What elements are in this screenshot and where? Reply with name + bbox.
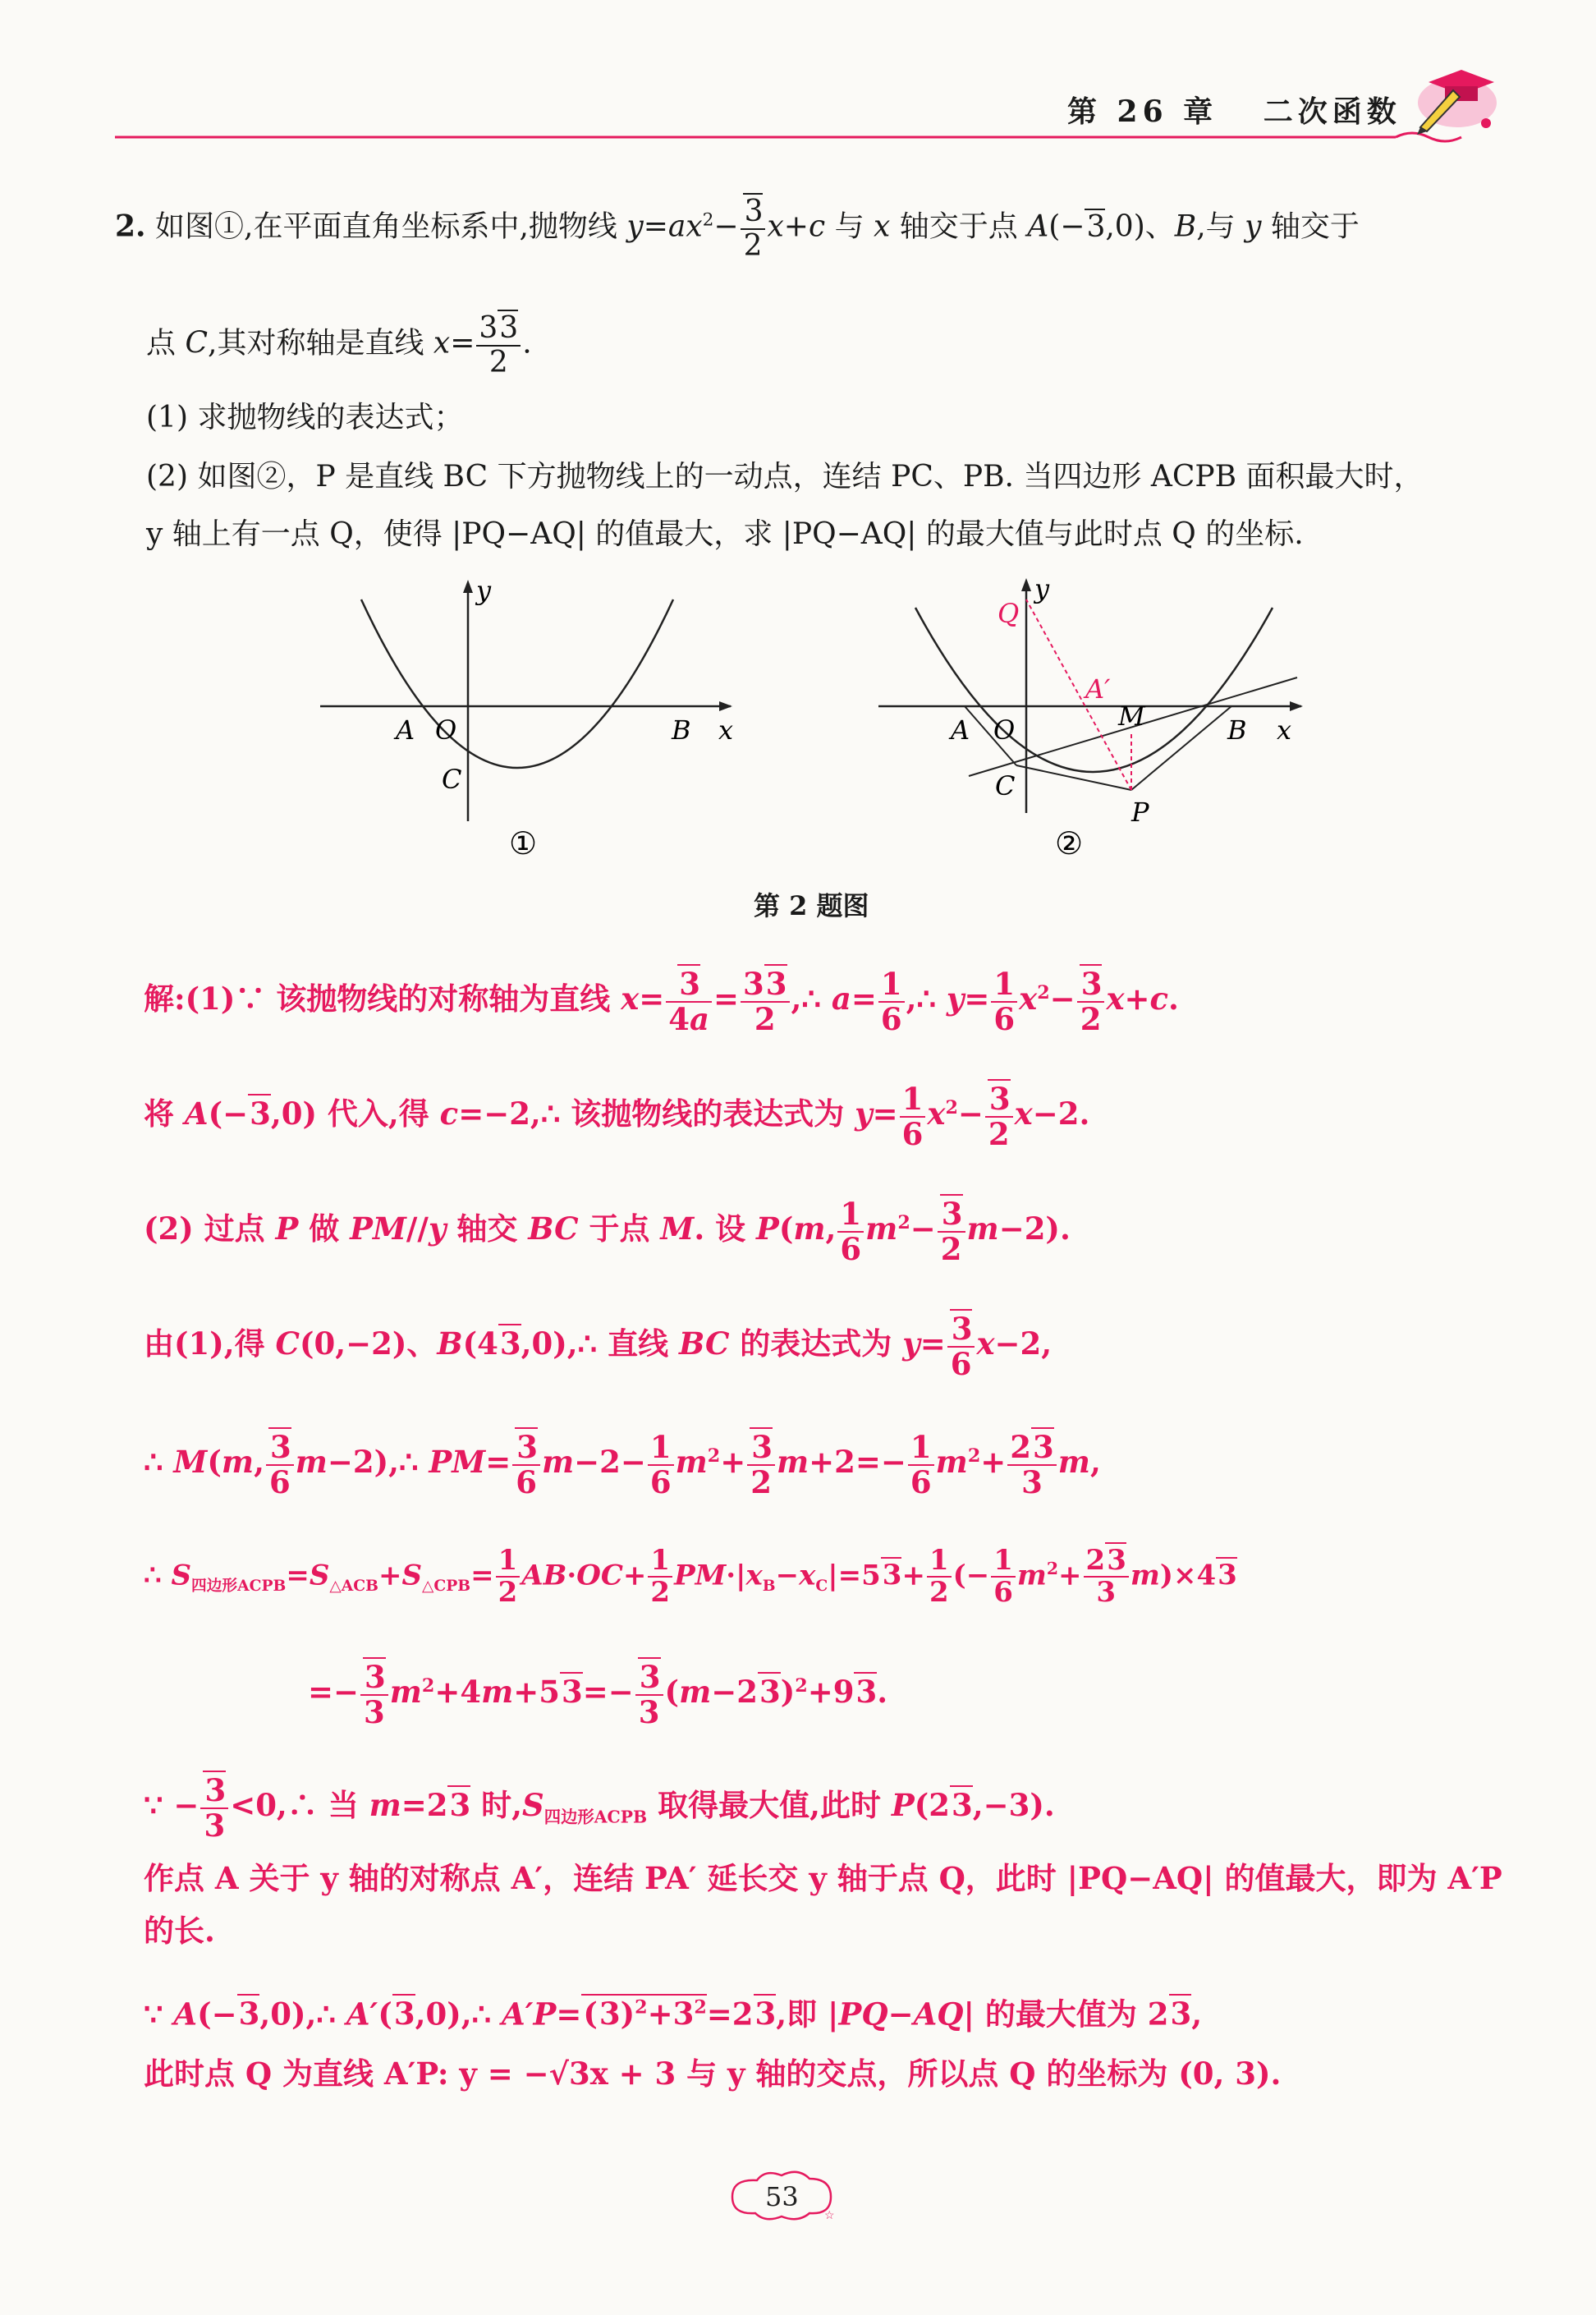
problem-part-2-line-2: y 轴上有一点 Q，使得 |PQ−AQ| 的值最大，求 |PQ−AQ| 的最大值与此时点 Q 的坐标.: [146, 517, 1304, 551]
fig2-point-P: P: [1131, 797, 1149, 828]
page-header: [0, 0, 1596, 156]
solution-line-9b: 的长.: [144, 1913, 215, 1949]
fig1-y-label: y: [476, 575, 492, 606]
fig2-point-Q: Q: [998, 598, 1020, 629]
fig2-point-B: B: [1227, 714, 1247, 746]
problem-line-1: 2. 如图①,在平面直角坐标系中,抛物线 $y=ax^2-$ $\frac{3}{2}$ x+c 与 x 轴交于点 A(−3,0)、B,与 y 轴交于: [115, 195, 1360, 263]
fig2-y-arrow-icon: [1021, 578, 1031, 591]
fig2-point-A: A: [951, 714, 970, 746]
fig2-x-arrow-icon: [1290, 701, 1303, 711]
solution-line-3: (2) 过点 P 做 PM//y 轴交 BC 于点 M. 设 P(m, $\frac{1}{6}$ $m^2-$ $\frac{3}{2}$ m−2).: [144, 1196, 1071, 1267]
solution-line-11: 此时点 Q 为直线 A′P: y = −√3x + 3 与 y 轴的交点，所以点 Q 的坐标为 (0, 3).: [144, 2055, 1282, 2092]
fig2-point-C: C: [995, 770, 1016, 802]
problem-part-2-line-1: (2) 如图②，P 是直线 BC 下方抛物线上的一动点，连结 PC、PB. 当四边形 ACPB 面积最大时，: [146, 460, 1424, 494]
solution-line-6: ∴ $S_{四边形ACPB}=S_{\triangle ACB}+S_{\triangle CPB}=$ $\frac{1}{2}$ AB·OC+ $\frac{1}{2}$ $PM\cdot|x_B-x_C|=53+$ $\frac{1}{2}$ (− $\frac{1}{6}$ $m^2+$ $\frac{23}{3}$ m)×43: [144, 1544, 1237, 1610]
fig1-point-A: A: [396, 714, 415, 746]
fig2-y-label: y: [1034, 575, 1050, 604]
fig1-point-O: O: [435, 714, 457, 746]
solution-line-9a: 作点 A 关于 y 轴的对称点 A′，连结 PA′ 延长交 y 轴于点 Q，此时 |PQ−AQ| 的值最大，即为 A′P: [144, 1860, 1502, 1896]
fig1-point-C: C: [442, 764, 462, 795]
solution-line-7: =− $\frac{3}{3}$ $m^2+4m+53=-$ $\frac{3}{3}$ $(m-23)^2+93$.: [308, 1659, 888, 1730]
problem-number: 2.: [115, 209, 146, 244]
fig2-segment-PB: [1131, 706, 1231, 790]
fig1-x-label: x: [718, 714, 734, 746]
fig2-x-label: x: [1277, 714, 1292, 746]
fig2-point-A-prime: A′: [1085, 673, 1111, 705]
solution-line-8: ∵ − $\frac{3}{3}$ <0,∴ 当 m=23 时$,S_{四边形ACPB}$ 取得最大值,此时 P(23,−3).: [144, 1772, 1055, 1844]
graduation-cap-pencil-icon: [1396, 49, 1502, 140]
solution-line-10: ∵ A(−3,0),∴ A′(3,0),∴ $A'P=(3)^2+3^2=23$,即 |PQ−AQ| 的最大值为 23,: [144, 1996, 1203, 2033]
solution-line-5: ∴ M(m, $\frac{3}{6}$ m−2),∴ PM= $\frac{3}{6}$ m−2− $\frac{1}{6}$ $m^2+$ $\frac{3}{2}$ m+2=− $\frac{1}{6}$ $m^2+$ $\frac{23}{3}$ m,: [144, 1429, 1101, 1500]
figure-2: [870, 575, 1330, 870]
fig1-x-arrow-icon: [719, 701, 732, 711]
fig1-point-B: B: [672, 714, 691, 746]
fig1-label: ①: [509, 825, 538, 861]
fig2-point-M: M: [1118, 700, 1145, 732]
figure-caption: 第 2 题图: [754, 890, 869, 921]
page-number: 53: [765, 2181, 799, 2212]
fig1-y-arrow-icon: [463, 580, 473, 593]
star-icon: ☆: [824, 2209, 835, 2222]
solution-line-2: 将 A(−3,0) 代入,得 c=−2,∴ 该抛物线的表达式为 y= $\frac{1}{6}$ $x^2-$ $\frac{3}{2}$ x−2.: [144, 1081, 1090, 1152]
fig2-label: ②: [1055, 825, 1084, 861]
figure-1: [312, 575, 755, 870]
chapter-title: 第 26 章 二次函数: [1067, 94, 1401, 129]
problem-line-2: 点 C,其对称轴是直线 x= $\frac{33}{2}$ .: [146, 311, 532, 379]
solution-line-4: 由(1),得 C(0,−2)、B(43,0),∴ 直线 BC 的表达式为 y= $\frac{3}{6}$ x−2,: [144, 1311, 1053, 1382]
solution-line-1: 解:(1)∵ 该抛物线的对称轴为直线 x= $\frac{3}{4a}$ = $\frac{33}{2}$ ,∴ a= $\frac{1}{6}$ ,∴ y= $\frac{1}{6}$ $x^2-$ $\frac{3}{2}$ x+c.: [144, 966, 1179, 1037]
fig2-segment-PQ: [1026, 599, 1131, 790]
header-rule: [0, 123, 1596, 148]
fig2-point-O: O: [993, 714, 1016, 746]
problem-part-1: (1) 求抛物线的表达式；: [146, 401, 464, 434]
page-number-badge: [716, 2168, 847, 2225]
